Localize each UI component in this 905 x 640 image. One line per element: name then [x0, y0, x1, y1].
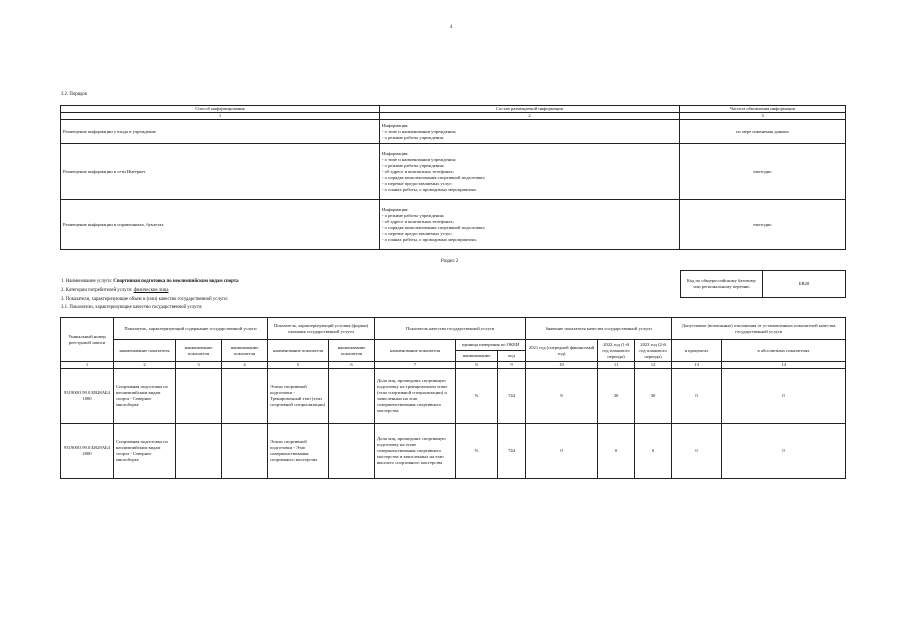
- unit-name: %: [456, 369, 498, 424]
- content-cell: Информация: - о режиме работы учреждения; - об адресе и контактных телефонах; - о порядке комплектования спортивной подготовки; - о перечне предоставляемых услуг; - о планах работы, о проводимых мероприятиях.: [380, 200, 680, 250]
- empty-cell: [222, 424, 268, 479]
- deviation-absolute: 0: [722, 424, 846, 479]
- empty-cell: [176, 369, 222, 424]
- content-value: Спортивная подготовка по неолимпийским видам спорта - Северное многоборье: [114, 369, 176, 424]
- col-number: 7: [375, 362, 456, 369]
- consumers-line: [61, 288, 168, 293]
- col-number: 5: [268, 362, 329, 369]
- col-number: 2: [114, 362, 176, 369]
- header-absolute: в абсолютных показателях: [722, 340, 846, 362]
- frequency-cell: по мере изменения данных: [680, 120, 846, 144]
- service-name-value: Спортивная подготовка по неолимпийским видам спорта: [113, 279, 239, 284]
- header-content: Состав размещаемой информации: [380, 106, 680, 113]
- col-number: 14: [722, 362, 846, 369]
- column-numbers-row: [61, 362, 846, 369]
- unit-name: %: [456, 424, 498, 479]
- empty-cell: [329, 369, 375, 424]
- record-code: 931900О.99.0.БВ28АБ41000: [61, 369, 114, 424]
- method-cell: Размещение информации в сети Интернет: [61, 144, 380, 200]
- empty-cell: [176, 424, 222, 479]
- table-row: [61, 120, 846, 144]
- table-row: [61, 424, 846, 479]
- col-number: 4: [222, 362, 268, 369]
- table-row: [61, 144, 846, 200]
- section-heading: Раздел 2: [441, 259, 459, 264]
- col-number: 9: [498, 362, 526, 369]
- method-cell: Размещение информации у входа в учреждение: [61, 120, 380, 144]
- header-deviation: Допустимые (возможные) отклонения от установленных показателей качества государственной услуги: [672, 318, 846, 340]
- quality-value: Доля лиц, прошедших спортивную подготовку на тренировочном этапе (этап спортивной специализации) и зачисленных на этап совершенствования спортивного мастерства: [375, 369, 456, 424]
- header-quality-name: наименование показателя: [375, 340, 456, 362]
- frequency-cell: ежегодно: [680, 200, 846, 250]
- col-number: 13: [672, 362, 722, 369]
- header-indicator-name: наименование показателя: [176, 340, 222, 362]
- value-year-3: 30: [635, 369, 672, 424]
- deviation-absolute: 0: [722, 369, 846, 424]
- quality-value: Доля лиц, прошедших спортивную подготовку на этапе совершенствования спортивного мастерства и зачисленных на этап высшего спортивного мастерства: [375, 424, 456, 479]
- table-row: [61, 200, 846, 250]
- col-number: 3: [176, 362, 222, 369]
- quality-table: [60, 317, 846, 479]
- unit-code: 744: [498, 369, 526, 424]
- consumers-label: 2. Категории потребителей услуги:: [61, 288, 133, 293]
- col-number: 3: [680, 113, 846, 120]
- header-method: Способ информирования: [61, 106, 380, 113]
- code-box: [680, 270, 846, 298]
- empty-cell: [222, 369, 268, 424]
- service-name-line: [61, 279, 239, 284]
- header-unit-name: наименование: [456, 351, 498, 362]
- indicators-line: 3. Показатели, характеризующие объем и (или) качество государственной услуги:: [61, 297, 229, 302]
- method-cell: Размещение информации в справочниках, буклетах: [61, 200, 380, 250]
- content-cell: Информация: - о типе и наименовании учреждения; - о режиме работы учреждения.: [380, 120, 680, 144]
- value-year-2: 30: [598, 369, 635, 424]
- info-table: [60, 105, 846, 250]
- header-quality-indicator: Показатель качества государственной услуги: [375, 318, 526, 340]
- code-label: Код по общероссийскому базовому или региональному перечню: [681, 271, 763, 298]
- col-number: 2: [380, 113, 680, 120]
- page-number: 4: [450, 25, 453, 30]
- col-number: 6: [329, 362, 375, 369]
- deviation-percent: 0: [672, 369, 722, 424]
- deviation-percent: 0: [672, 424, 722, 479]
- content-cell: Информация: - о типе и наименовании учреждения; - о режиме работы учреждения; - об адресе и контактных телефонах; - о порядке комплектования спортивной подготовки; - о перечне предоставляемых услуг; - о планах работы, о проводимых мероприятиях.: [380, 144, 680, 200]
- code-value: БВ28: [763, 271, 846, 298]
- header-content-indicator: Показатель, характеризующий содержание государственной услуги: [114, 318, 268, 340]
- condition-value: Этапы спортивной подготовки - Тренировочный этап (этап спортивной специализации): [268, 369, 329, 424]
- col-number: 12: [635, 362, 672, 369]
- header-unit-code: код: [498, 351, 526, 362]
- col-number: 1: [61, 362, 114, 369]
- value-year-2: 0: [598, 424, 635, 479]
- service-name-label: 1. Наименование услуги:: [61, 279, 113, 284]
- col-number: 1: [61, 113, 380, 120]
- condition-value: Этапы спортивной подготовки - Этап совершенствования спортивного мастерства: [268, 424, 329, 479]
- frequency-cell: ежегодно: [680, 144, 846, 200]
- unit-code: 744: [498, 424, 526, 479]
- col-number: 10: [526, 362, 598, 369]
- header-condition-indicator: Показатель, характеризующий условия (формы) оказания государственной услуги: [268, 318, 375, 340]
- header-year-3: 2023 год (2-й год планового периода): [635, 340, 672, 362]
- header-unit: единица измерения по ОКЕИ: [456, 340, 526, 351]
- record-code: 931900О.99.0.БВ28АБ42000: [61, 424, 114, 479]
- section-title: 3.2. Порядок: [61, 92, 88, 97]
- header-indicator-name: наименование показателя: [329, 340, 375, 362]
- header-year-2: 2022 год (1-й год планового периода): [598, 340, 635, 362]
- value-year-3: 0: [635, 424, 672, 479]
- empty-cell: [329, 424, 375, 479]
- header-indicator-name: наименование показателя: [222, 340, 268, 362]
- content-value: Спортивная подготовка по неолимпийским видам спорта - Северное многоборье: [114, 424, 176, 479]
- header-percent: в процентах: [672, 340, 722, 362]
- header-frequency: Частота обновления информации: [680, 106, 846, 113]
- header-indicator-name: наименование показателя: [114, 340, 176, 362]
- table-row: [61, 369, 846, 424]
- header-year-1: 2021 год (очередной финансовый год): [526, 340, 598, 362]
- header-indicator-name: наименование показателя: [268, 340, 329, 362]
- consumers-value: физические лица: [133, 288, 169, 293]
- quality-indicators-line: 3.1. Показатели, характеризующие качество государственной услуги:: [61, 305, 203, 310]
- col-number: 11: [598, 362, 635, 369]
- value-year-1: 0: [526, 424, 598, 479]
- value-year-1: 8: [526, 369, 598, 424]
- col-number: 8: [456, 362, 498, 369]
- header-quality-values: Значение показателя качества государственной услуги: [526, 318, 672, 340]
- header-unique-number: Уникальный номер реестровой записи: [61, 318, 114, 362]
